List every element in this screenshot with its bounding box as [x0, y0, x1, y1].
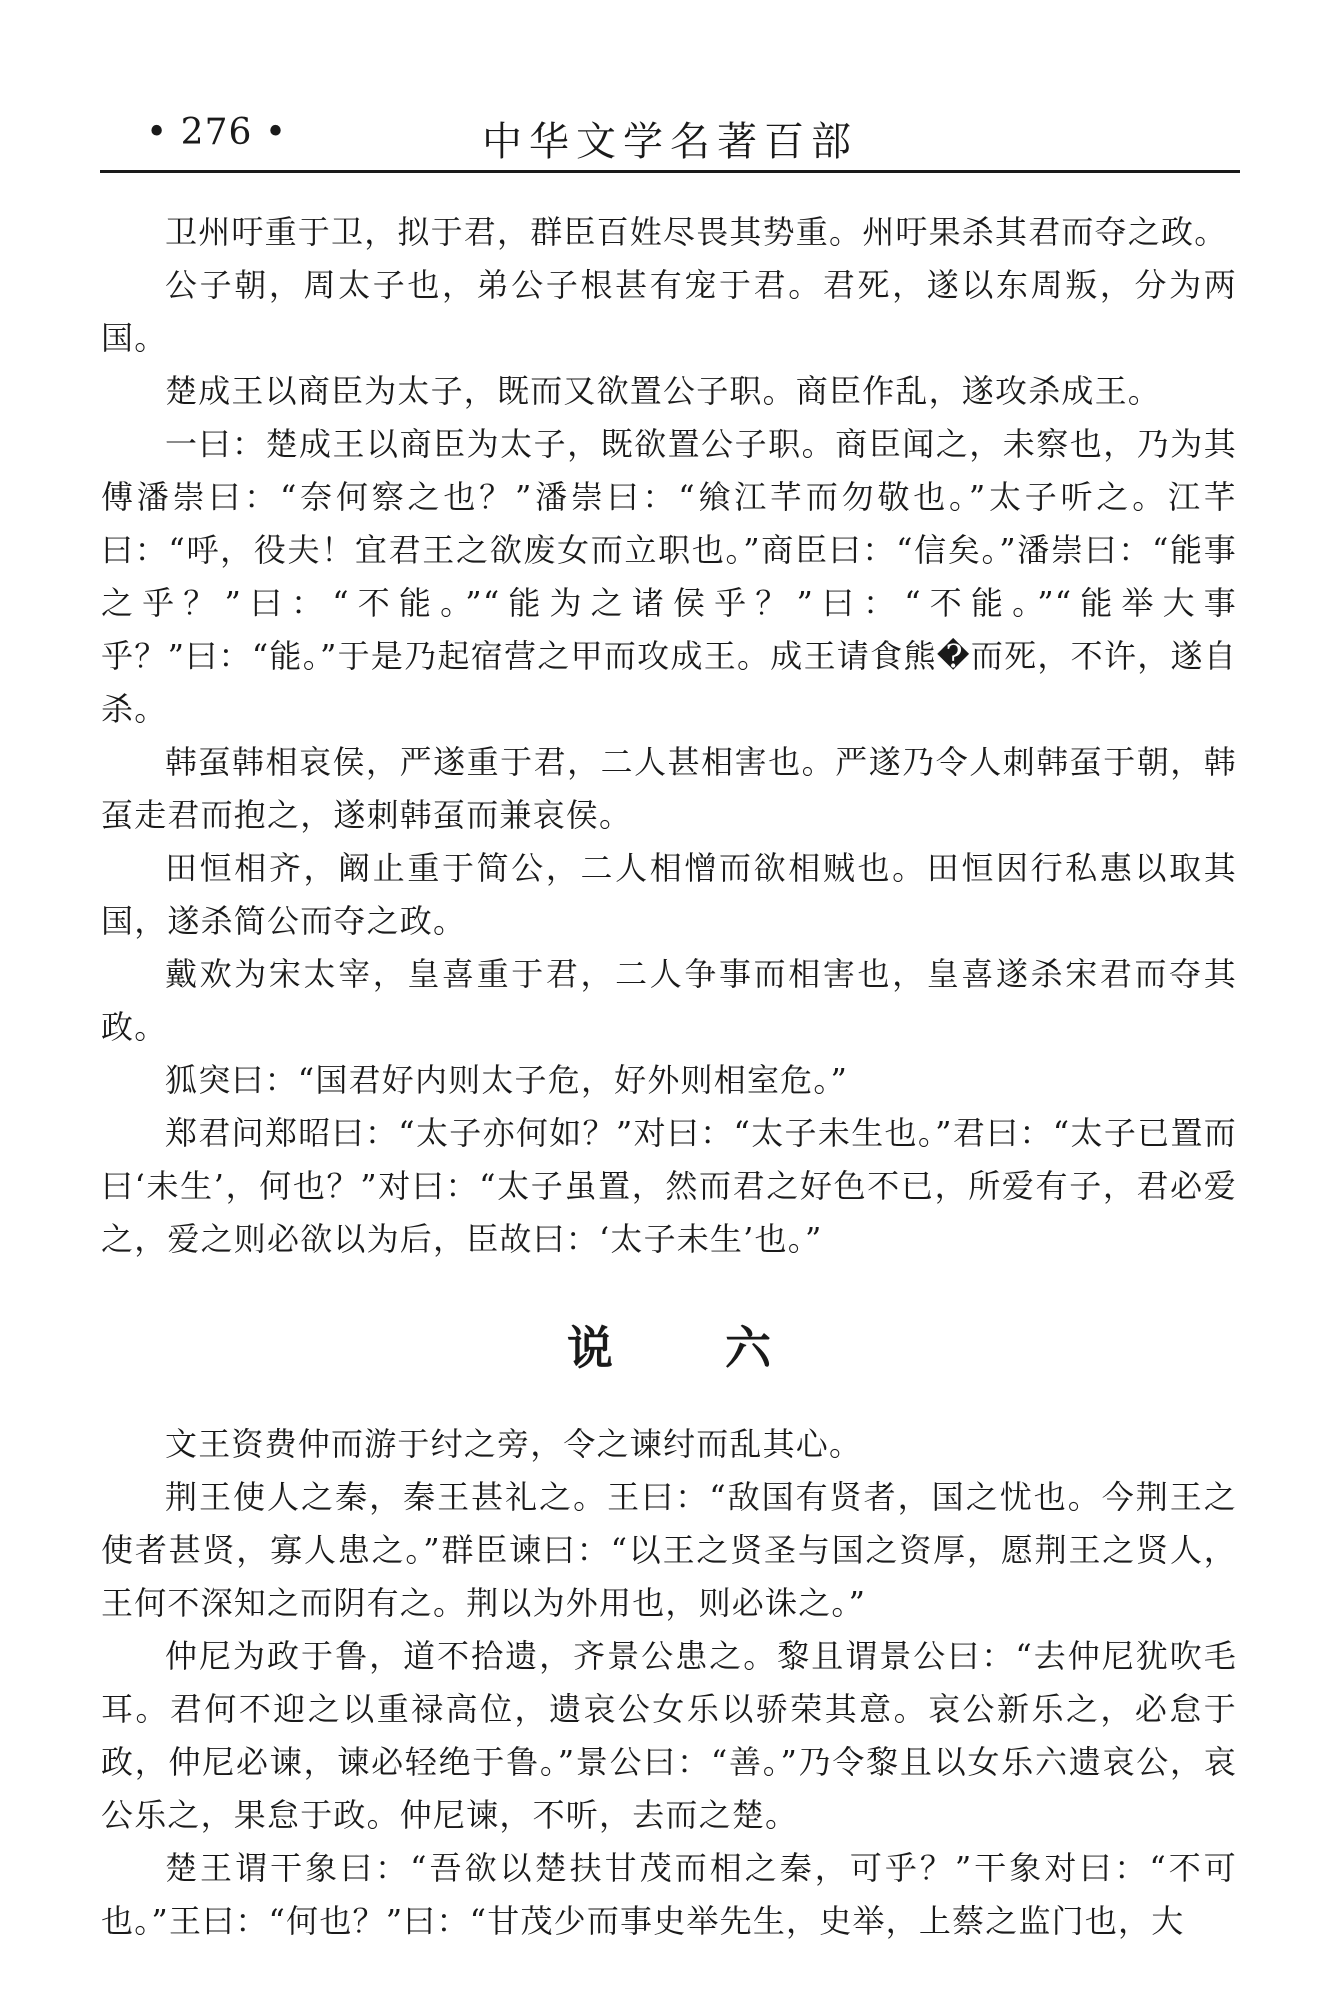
- paragraph: 郑君问郑昭曰：“太子亦何如？”对曰：“太子未生也。”君曰：“太子已置而曰‘未生’，何也？”对曰：“太子虽置，然而君之好色不已，所爱有子，君必爱之，爱之则必欲以为后，臣故曰：‘太子未生’也。”: [101, 1114, 1237, 1258]
- paragraph: 韩虿韩相哀侯，严遂重于君，二人甚相害也。严遂乃令人刺韩虿于朝，韩虿走君而抱之，遂刺韩虿而兼哀侯。: [101, 743, 1237, 834]
- paragraph: 戴欢为宋太宰，皇喜重于君，二人争事而相害也，皇喜遂杀宋君而夺其政。: [101, 955, 1237, 1046]
- paragraph: 一曰：楚成王以商臣为太子，既欲置公子职。商臣闻之，未察也，乃为其傅潘崇曰：“奈何察之也？”潘崇曰：“飨江芊而勿敬也。”太子听之。江芊曰：“呼，役夫！宜君王之欲废女而立职也。”商臣曰：“信矣。”潘崇曰：“能事之乎？”曰：“不能。”“能为之诸侯乎？”曰：“不能。”“能举大事乎？”曰：“能。”于是乃起宿营之甲而攻成王。成王请食熊�而死，不许，遂自杀。: [101, 425, 1237, 728]
- page-number: • 276 •: [146, 112, 288, 153]
- paragraph: 荆王使人之秦，秦王甚礼之。王曰：“敌国有贤者，国之忧也。今荆王之使者甚贤，寡人患之。”群臣谏曰：“以王之贤圣与国之资厚，愿荆王之贤人，王何不深知之而阴有之。荆以为外用也，则必诛之。”: [101, 1478, 1237, 1622]
- paragraph: 狐突曰：“国君好内则太子危，好外则相室危。”: [165, 1061, 849, 1099]
- paragraph: 楚成王以商臣为太子，既而又欲置公子职。商臣作乱，遂攻杀成王。: [165, 372, 1162, 410]
- section-heading: 说 六: [566, 1321, 819, 1375]
- paragraph: 卫州吁重于卫，拟于君，群臣百姓尽畏其势重。州吁果杀其君而夺之政。: [165, 213, 1228, 251]
- paragraph: 仲尼为政于鲁，道不拾遗，齐景公患之。黎且谓景公曰：“去仲尼犹吹毛耳。君何不迎之以重禄高位，遗哀公女乐以骄荣其意。哀公新乐之，必怠于政，仲尼必谏，谏必轻绝于鲁。”景公曰：“善。”乃令黎且以女乐六遗哀公，哀公乐之，果怠于政。仲尼谏，不听，去而之楚。: [101, 1637, 1237, 1834]
- book-title: 中华文学名著百部: [482, 119, 858, 165]
- paragraph: 楚王谓干象曰：“吾欲以楚扶甘茂而相之秦，可乎？”干象对曰：“不可也。”王曰：“何也？”曰：“甘茂少而事史举先生，史举，上蔡之监门也，大: [101, 1849, 1237, 1940]
- paragraph: 文王资费仲而游于纣之旁，令之谏纣而乱其心。: [165, 1425, 863, 1463]
- page-header: [100, 102, 1240, 173]
- paragraph: 田恒相齐，阚止重于简公，二人相憎而欲相贼也。田恒因行私惠以取其国，遂杀简公而夺之政。: [101, 849, 1237, 940]
- paragraph: 公子朝，周太子也，弟公子根甚有宠于君。君死，遂以东周叛，分为两国。: [101, 266, 1237, 357]
- page-body: [101, 206, 1237, 1948]
